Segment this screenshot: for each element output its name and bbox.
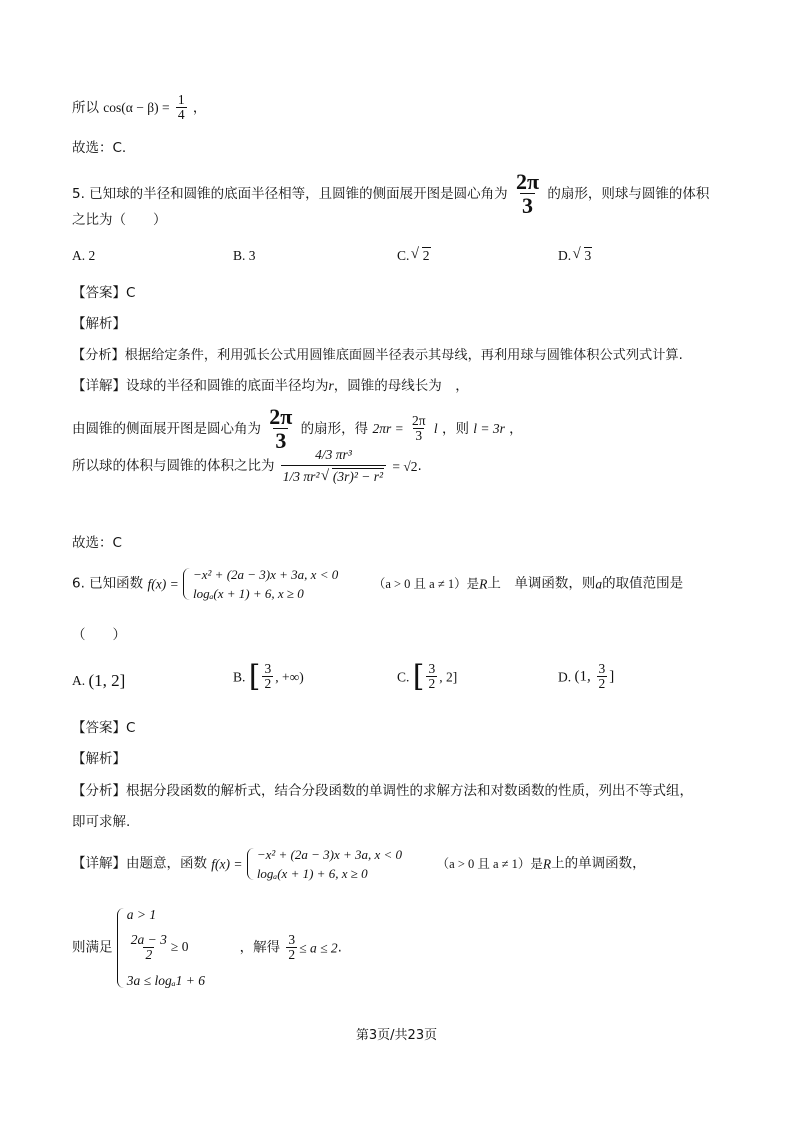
q6-option-c (397, 659, 458, 694)
case: −x² + (2a − 3)x + 3a, x < 0 (192, 567, 339, 582)
page-number: 第3页/共23页 (355, 1028, 438, 1043)
text: ， (509, 421, 523, 438)
letter: A. (72, 672, 86, 688)
text: ，解得 (239, 939, 281, 956)
q5-stem-line2: 之比为（ ） (72, 212, 167, 228)
radicand: 3 (584, 248, 592, 263)
fraction (262, 662, 273, 692)
value: 3 (248, 248, 256, 263)
bracket: [ (412, 659, 425, 694)
letter: B. (233, 248, 246, 263)
q5-option-a (72, 249, 95, 263)
var: a (595, 576, 603, 592)
fraction (410, 414, 428, 444)
q5-choice: 故选：C (72, 535, 122, 551)
den: 4 (177, 107, 185, 123)
case: logₐ(x + 1) + 6, x ≥ 0 (256, 866, 368, 881)
case: −x² + (2a − 3)x + 3a, x < 0 (256, 847, 403, 862)
value-left: (1, (574, 668, 595, 685)
num: 3 (598, 661, 606, 676)
den (281, 465, 386, 485)
math: = √2 (392, 458, 418, 474)
text: 的扇形，得 (300, 421, 369, 438)
answer-line: 故选：C. (72, 140, 127, 156)
radicand: 2 (422, 248, 430, 263)
fraction (129, 933, 169, 963)
text: （a > 0 且 a ≠ 1）是 (372, 576, 480, 591)
sqrt (575, 249, 593, 263)
letter: B. (233, 669, 246, 685)
angle-fraction (267, 405, 294, 453)
den: 2 (428, 676, 436, 692)
text: 5. 已知球的半径和圆锥的底面半径相等，且圆锥的侧面展开图是圆心角为 (72, 186, 508, 203)
rest: , +∞) (275, 669, 304, 685)
q6-analysis-title: 【解析】 (72, 751, 126, 767)
var: R (542, 856, 552, 872)
sqrt (413, 249, 431, 263)
math-cos: cos(α − β) = (103, 100, 170, 115)
text: 的取值范围是 (602, 575, 684, 592)
radicand: (3r)² − r² (332, 469, 384, 485)
value: (1, 2] (88, 671, 126, 690)
math: f(x) = (211, 856, 243, 872)
text: 的扇形，则球与圆锥的体积 (547, 186, 710, 203)
q6-option-b (233, 659, 304, 694)
q5-detail-line1 (72, 379, 469, 394)
fraction (286, 933, 297, 963)
q6-fenxi-line1: 【分析】根据分段函数的解析式，结合分段函数的单调性的求解方法和对数函数的性质，列出不等式组， (72, 783, 693, 799)
q5-analysis-title: 【解析】 (72, 316, 126, 332)
q5-option-b (233, 249, 256, 263)
letter: A. (72, 248, 86, 263)
text: ， (192, 100, 207, 116)
fraction (426, 662, 437, 692)
var: R (479, 576, 488, 592)
q6-stem-line1 (72, 568, 683, 600)
text: 所以球的体积与圆锥的体积之比为 (72, 457, 275, 474)
rest: , 2] (439, 669, 458, 685)
letter: D. (558, 248, 572, 263)
math: 2πr = (372, 421, 404, 437)
inequality-system (117, 908, 205, 988)
den: 2 (598, 676, 606, 692)
text: 则满足 (72, 939, 113, 956)
case: logₐ(x + 1) + 6, x ≥ 0 (192, 586, 304, 601)
q6-paren: （ ） (72, 627, 126, 643)
q6-answer: 【答案】C (72, 720, 136, 736)
piecewise (183, 568, 338, 600)
num: 2a − 3 (130, 931, 167, 947)
ineq: a > 1 (126, 907, 157, 922)
rest: ] (609, 668, 615, 685)
q6-option-a (72, 672, 125, 689)
ineq (127, 933, 205, 963)
text: . (417, 457, 422, 474)
text: 上 单调函数，则 (487, 575, 596, 592)
num: 3 (288, 932, 296, 947)
num: 4/3 πr³ (315, 447, 352, 462)
text: 上的单调函数， (551, 855, 646, 872)
q6-detail-line1 (72, 848, 646, 880)
text: 【详解】由题意，函数 (72, 855, 207, 872)
letter: C. (397, 248, 410, 263)
math: f(x) = (147, 576, 179, 592)
bracket: [ (248, 659, 261, 694)
num: 2π (412, 413, 426, 429)
value: 2 (88, 248, 96, 263)
den: 2 (264, 676, 272, 692)
text: 6. 已知函数 (72, 575, 144, 592)
den: 2 (145, 947, 153, 963)
q5-stem-line1 (72, 170, 709, 218)
num: 2π (515, 169, 540, 194)
var-l: l (433, 421, 438, 437)
math: l = 3r (473, 421, 505, 437)
num: 3 (428, 661, 436, 676)
q5-answer: 【答案】C (72, 285, 136, 301)
den: 3 (415, 428, 423, 444)
fraction (597, 662, 608, 692)
volume-ratio-fraction (281, 448, 386, 485)
q5-option-c (397, 249, 431, 263)
q6-fenxi-line2: 即可求解. (72, 814, 131, 830)
den: 2 (288, 947, 296, 963)
text: 所以 (72, 100, 99, 116)
q5-fenxi: 【分析】根据给定条件，利用弧长公式用圆锥底面圆半径表示其母线，再利用球与圆锥体积公式列式计算. (72, 348, 683, 363)
den: 3 (522, 193, 533, 219)
angle-fraction (514, 170, 541, 218)
num: 1 (177, 92, 185, 107)
text: 由圆锥的侧面展开图是圆心角为 (72, 421, 261, 438)
text: . (337, 939, 342, 956)
fraction (176, 93, 187, 123)
text: 【详解】设球的半径和圆锥的底面半径均为 (72, 378, 329, 394)
sqrt (323, 470, 384, 485)
q5-option-d (558, 249, 592, 263)
ineq: 3a ≤ logₐ1 + 6 (126, 973, 206, 989)
den: 3 (275, 428, 287, 454)
q5-detail-line2 (72, 405, 523, 453)
text: （a > 0 且 a ≠ 1）是 (436, 856, 543, 871)
top-cos-line (72, 93, 206, 123)
q5-detail-line3 (72, 448, 422, 485)
num: 3 (264, 661, 272, 676)
piecewise (247, 848, 402, 880)
text: ，圆锥的母线长为 ， (333, 378, 469, 394)
math: ≤ a ≤ 2 (299, 940, 338, 956)
var-r: r (328, 378, 334, 393)
text: ，则 (441, 421, 469, 438)
rel: ≥ 0 (170, 939, 189, 955)
letter: C. (397, 669, 410, 685)
letter: D. (558, 669, 572, 685)
den-part: 1/3 πr² (282, 469, 320, 485)
q6-option-d (558, 662, 614, 692)
num: 2π (269, 404, 293, 429)
q6-system-line (72, 908, 342, 988)
